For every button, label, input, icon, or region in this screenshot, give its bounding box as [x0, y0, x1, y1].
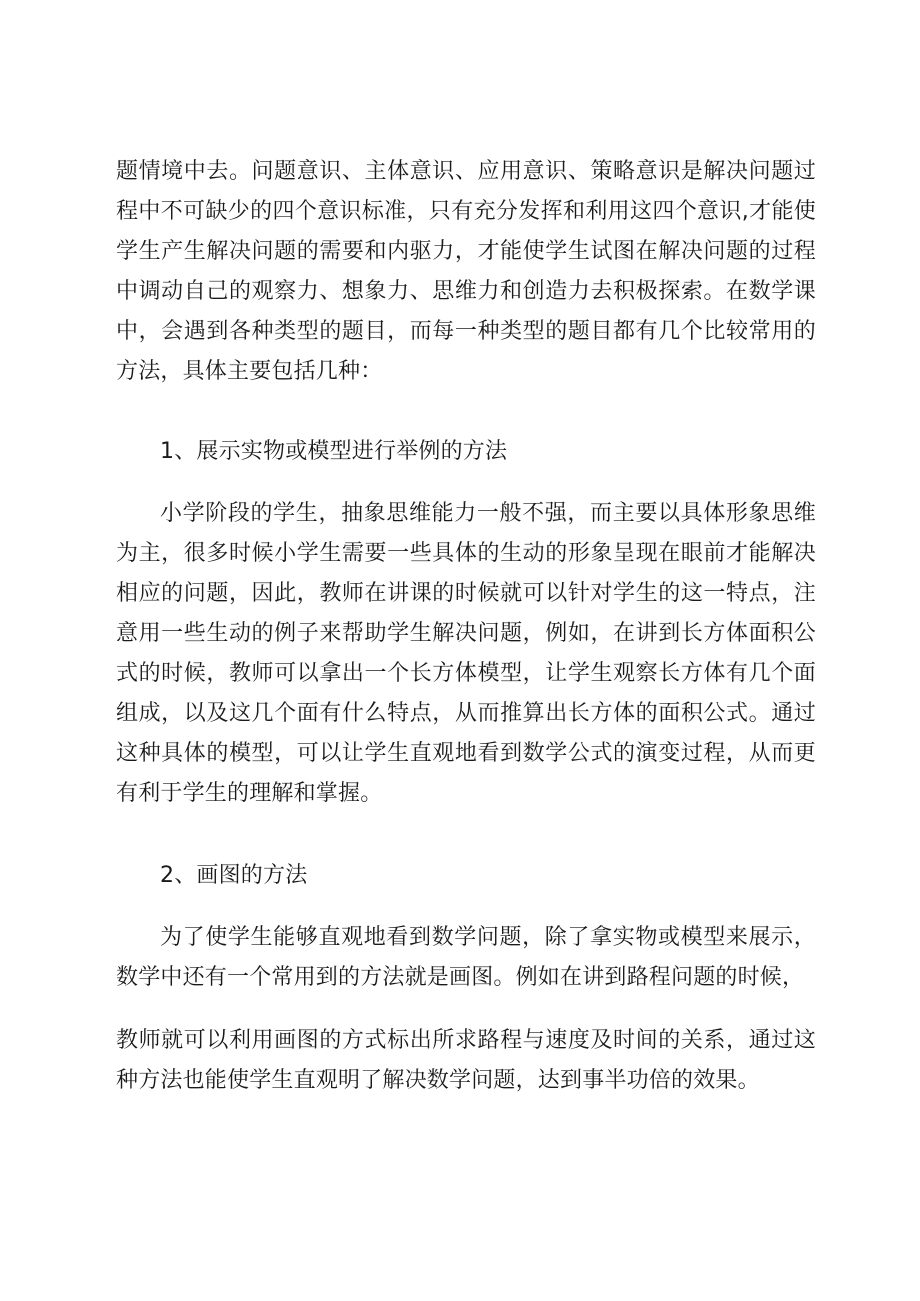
- section-heading-2: 2、画图的方法: [160, 863, 308, 888]
- section-heading-1-block: [116, 432, 816, 472]
- section-2-paragraph-a: 为了使学生能够直观地看到数学问题，除了拿实物或模型来展示，数学中还有一个常用到的方法就是画图。例如在讲到路程问题的时候，: [116, 925, 816, 990]
- section-heading-2-block: [116, 856, 816, 896]
- intro-paragraph: 题情境中去。问题意识、主体意识、应用意识、策略意识是解决问题过程中不可缺少的四个意识标准，只有充分发挥和利用这四个意识,才能使学生产生解决问题的需要和内驱力，才能使学生试图在解决问题的过程中调动自己的观察力、想象力、思维力和创造力去积极探索。在数学课中，会遇到各种类型的题目，而每一种类型的题目都有几个比较常用的方法，具体主要包括几种：: [116, 159, 816, 384]
- section-2-paragraph-b-block: [116, 1021, 816, 1101]
- section-heading-1: 1、展示实物或模型进行举例的方法: [160, 439, 508, 464]
- intro-paragraph-block: [116, 152, 816, 392]
- section-1-paragraph: 小学阶段的学生，抽象思维能力一般不强，而主要以具体形象思维为主，很多时候小学生需要一些具体的生动的形象呈现在眼前才能解决相应的问题，因此，教师在讲课的时候就可以针对学生的这一特点，注意用一些生动的例子来帮助学生解决问题，例如，在讲到长方体面积公式的时候，教师可以拿出一个长方体模型，让学生观察长方体有几个面组成，以及这几个面有什么特点，从而推算出长方体的面积公式。通过这种具体的模型，可以让学生直观地看到数学公式的演变过程，从而更有利于学生的理解和掌握。: [116, 501, 816, 806]
- section-1-paragraph-block: [116, 494, 816, 814]
- section-2-paragraph-a-block: [116, 918, 816, 998]
- section-2-paragraph-b: 教师就可以利用画图的方式标出所求路程与速度及时间的关系，通过这种方法也能使学生直观明了解决数学问题，达到事半功倍的效果。: [116, 1028, 816, 1093]
